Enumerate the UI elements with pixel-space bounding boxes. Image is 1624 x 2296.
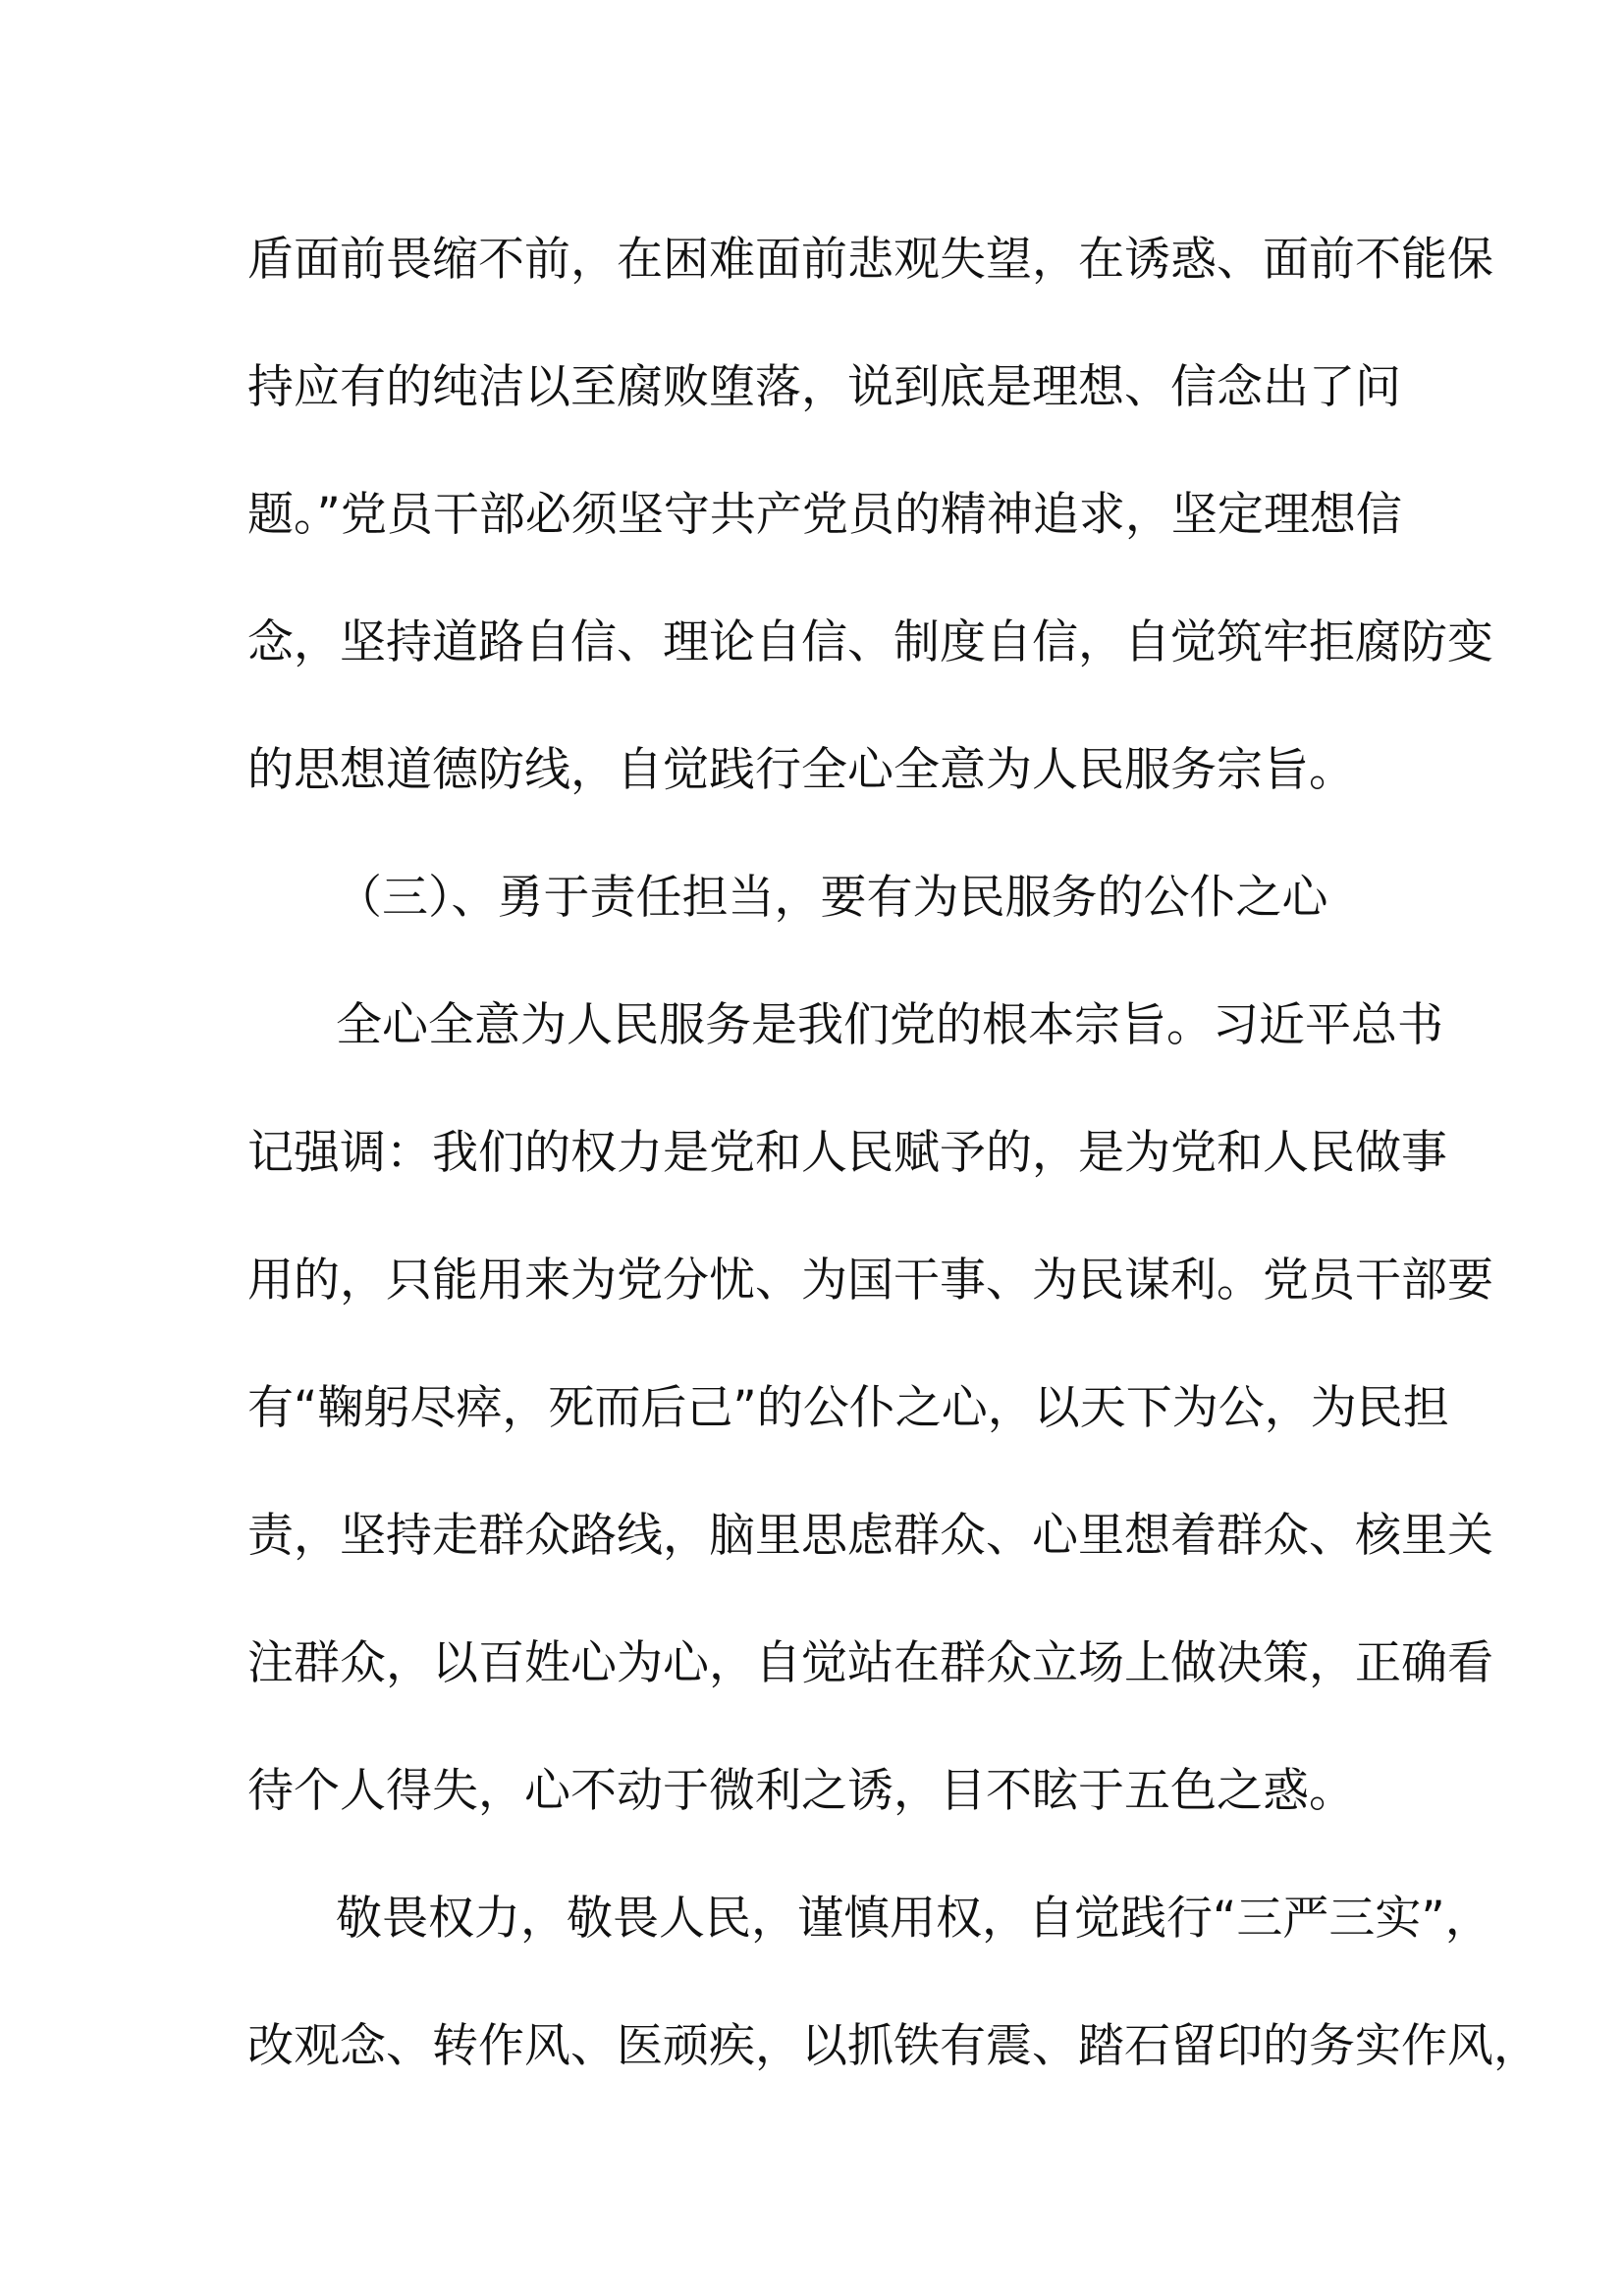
paragraph-line: 盾面前畏缩不前，在困难面前悲观失望，在诱惑、面前不能保 [247, 233, 1493, 287]
paragraph-line: 待个人得失，心不动于微利之诱，目不眩于五色之惑。 [247, 1764, 1355, 1818]
paragraph-line: 念，坚持道路自信、理论自信、制度自信，自觉筑牢拒腐防变 [247, 615, 1493, 669]
paragraph-line: 责，坚持走群众路线，脑里思虑群众、心里想着群众、核里关 [247, 1509, 1493, 1563]
paragraph-line: 注群众，以百姓心为心，自觉站在群众立场上做决策，正确看 [247, 1636, 1493, 1690]
paragraph-line: 题。”党员干部必须坚守共产党员的精神追求，坚定理想信 [247, 488, 1402, 542]
paragraph-line: 全心全意为人民服务是我们党的根本宗旨。习近平总书 [336, 998, 1443, 1052]
section-heading: （三）、勇于责任担当，要有为民服务的公仆之心 [336, 871, 1328, 925]
paragraph-line: 的思想道德防线，自觉践行全心全意为人民服务宗旨。 [247, 743, 1355, 797]
paragraph-line: 敬畏权力，敬畏人民，谨慎用权，自觉践行“三严三实”， [336, 1892, 1491, 1946]
paragraph-line: 持应有的纯洁以至腐败堕落，说到底是理想、信念出了问 [247, 360, 1401, 414]
paragraph-line: 用的，只能用来为党分忧、为国干事、为民谋利。党员干部要 [247, 1254, 1493, 1308]
paragraph-line: 有“鞠躬尽瘁，死而后己”的公仆之心，以天下为公，为民担 [247, 1381, 1449, 1435]
paragraph-line: 记强调：我们的权力是党和人民赋予的，是为党和人民做事 [247, 1126, 1447, 1180]
paragraph-line: 改观念、转作风、医顽疾，以抓铁有震、踏石留印的务实作风， [247, 2019, 1540, 2073]
